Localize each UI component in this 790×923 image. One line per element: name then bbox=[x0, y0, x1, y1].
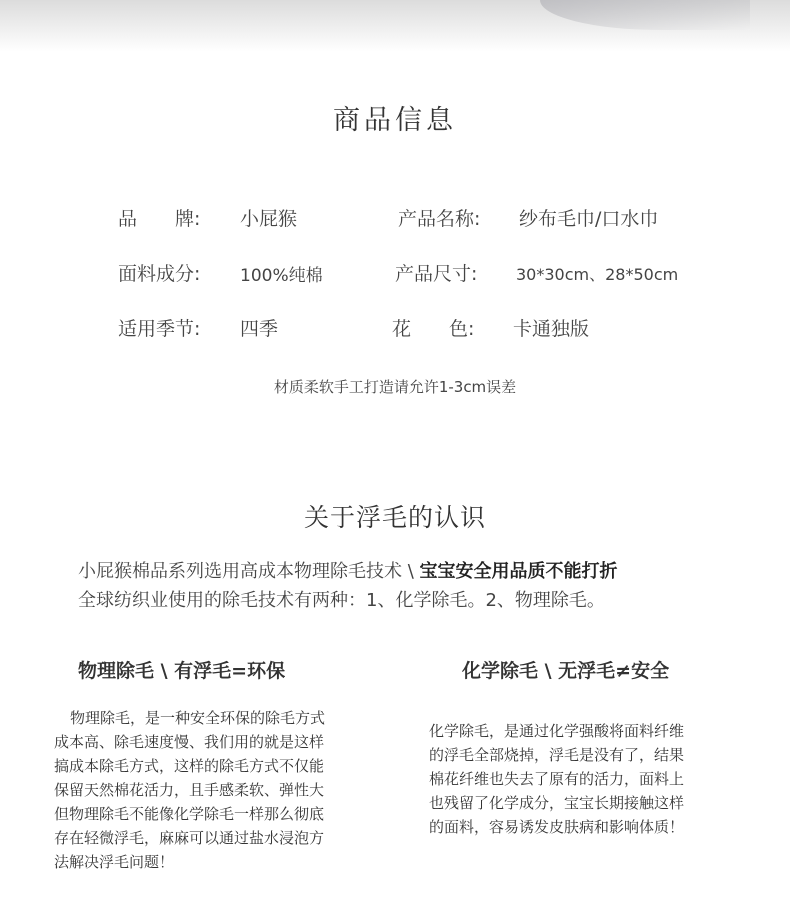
intro-line-1-text: 小屁猴棉品系列选用高成本物理除毛技术 \ bbox=[78, 561, 420, 582]
info-row-season bbox=[0, 314, 790, 346]
chemical-line: 化学除毛，是通过化学强酸将面料纤维 bbox=[429, 722, 685, 740]
section-title-lint: 关于浮毛的认识 bbox=[303, 503, 486, 532]
intro-line-1 bbox=[78, 557, 618, 583]
physical-line: 但物理除毛不能像化学除毛一样那么彻底 bbox=[54, 805, 325, 823]
chemical-paragraph bbox=[429, 719, 684, 839]
physical-heading: 物理除毛 \ 有浮毛=环保 bbox=[78, 660, 286, 682]
chemical-line: 棉花纤维也失去了原有的活力，面料上 bbox=[429, 770, 685, 788]
fabric-label: 面料成分: bbox=[118, 263, 201, 285]
season-value: 四季 bbox=[240, 318, 279, 340]
physical-line: 保留天然棉花活力，且手感柔软、弹性大 bbox=[54, 781, 325, 799]
intro-line-1-emphasis: 宝宝安全用品质不能打折 bbox=[419, 561, 618, 582]
product-name-label: 产品名称: bbox=[398, 208, 481, 230]
top-banner-image bbox=[0, 0, 790, 52]
product-name-value: 纱布毛巾/口水巾 bbox=[519, 208, 659, 230]
physical-line: 存在轻微浮毛，麻麻可以通过盐水浸泡方 bbox=[54, 829, 325, 847]
chemical-line: 也残留了化学成分，宝宝长期接触这样 bbox=[429, 794, 685, 812]
info-row-brand bbox=[0, 204, 790, 236]
size-value: 30*30cm、28*50cm bbox=[516, 265, 679, 284]
info-row-fabric bbox=[0, 259, 790, 291]
size-label: 产品尺寸: bbox=[395, 263, 478, 285]
brand-value: 小屁猴 bbox=[240, 208, 298, 230]
color-value: 卡通独版 bbox=[513, 318, 590, 340]
season-label: 适用季节: bbox=[118, 318, 201, 340]
section-title-product-info: 商品信息 bbox=[333, 105, 457, 136]
physical-line: 搞成本除毛方式，这样的除毛方式不仅能 bbox=[54, 757, 325, 775]
intro-line-2: 全球纺织业使用的除毛技术有两种：1、化学除毛。2、物理除毛。 bbox=[78, 590, 605, 611]
chemical-heading: 化学除毛 \ 无浮毛≠安全 bbox=[462, 660, 670, 682]
brand-label: 品 牌: bbox=[118, 208, 201, 230]
color-label: 花 色: bbox=[392, 318, 475, 340]
physical-paragraph bbox=[54, 706, 325, 874]
chemical-line: 的浮毛全部烧掉，浮毛是没有了，结果 bbox=[429, 746, 685, 764]
physical-line: 物理除毛，是一种安全环保的除毛方式 bbox=[70, 709, 326, 727]
size-tolerance-note: 材质柔软手工打造请允许1-3cm误差 bbox=[273, 378, 517, 396]
physical-line: 法解决浮毛问题！ bbox=[54, 853, 175, 871]
physical-line: 成本高、除毛速度慢、我们用的就是这样 bbox=[54, 733, 325, 751]
fabric-value: 100%纯棉 bbox=[240, 266, 323, 286]
chemical-line: 的面料，容易诱发皮肤病和影响体质！ bbox=[429, 818, 685, 836]
